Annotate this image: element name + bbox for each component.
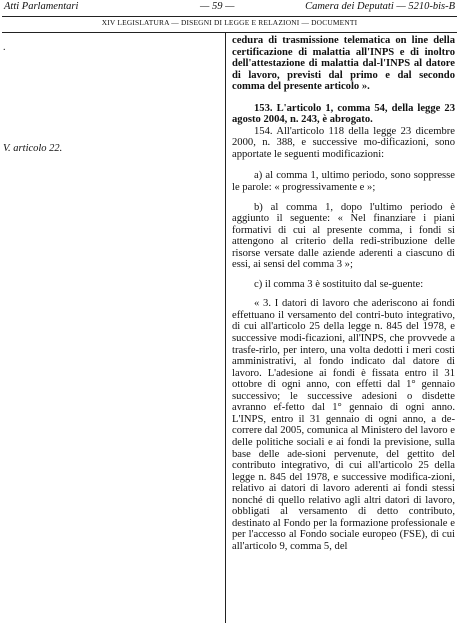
paragraph-quote: « 3. I datori di lavoro che aderiscono ai fondi effettuano il versamento del contri-buto integrativo, di cui all'articolo 25 della legge n. 845 del 1978, e successive modi-ficazioni, all'INPS, che provvede a trasfe-rirlo, per intero, una volta dedotti i meri costi amministrativi, al fondo indicato dal datore di lavoro. L'adesione ai fondi è fissata entro il 31 ottobre di ogni anno, con effetti dal 1° gennaio successivo; le successive adesioni o disdette avranno ef-fetto dal 1° gennaio di ogni anno. L'INPS, entro il 31 gennaio di ogni anno, a de-correre dal 2005, comunica al Ministero del lavoro e delle politiche sociali e ai fondi la previsione, sulla base delle ade-sioni pervenute, del gettito del contributo integrativo, di cui all'articolo 25 della legge n. 845 del 1978, e successive modifica-zioni, relativo ai datori di lavoro aderenti ai fondi stessi nonché di quello relativo agli altri datori di lavoro, obbligati al versamento di detto contributo, destinato al Fondo per la formazione professionale e per l'accesso al Fondo sociale europeo (FSE), di cui all'articolo 9, comma 5, del [232, 298, 455, 552]
page-header [4, 1, 455, 17]
paragraph-154: 154. All'articolo 118 della legge 23 dicembre 2000, n. 388, e successive mo-dificazioni, sono apportate le seguenti modificazioni: [232, 125, 455, 160]
paragraph-b: b) al comma 1, dopo l'ultimo periodo è aggiunto il seguente: « Nel finanziare i piani formativi di cui al presente comma, i fondi si attengono al criterio della redi-stribuzione delle risorse versate dalle aziende aderenti a ciascuno di essi, ai sensi del comma 3 »; [232, 201, 455, 271]
paragraph-intro: cedura di trasmissione telematica on line della certificazione di malattia all'INPS e di inoltro dell'attestazione di malattia dal-l'INPS al datore di lavoro, previsti dal primo e dal secondo comma del presente articolo ». [232, 35, 455, 93]
header-page-number: — 59 — [200, 1, 235, 12]
margin-reference: V. articolo 22. [3, 143, 63, 154]
header-legislature: XIV LEGISLATURA — DISEGNI DI LEGGE E RELAZIONI — DOCUMENTI [101, 18, 358, 27]
column-divider [225, 33, 226, 623]
header-chamber: Camera dei Deputati — 5210-bis-B [305, 1, 455, 12]
header-rule-bottom [2, 32, 457, 33]
paragraph-153: 153. L'articolo 1, comma 54, della legge 23 agosto 2004, n. 243, è abrogato. [232, 102, 455, 126]
header-rule-top [2, 16, 457, 17]
left-column-mark: . [3, 42, 6, 53]
text-column [232, 35, 455, 552]
paragraph-c: c) il comma 3 è sostituito dal se-guente: [254, 278, 424, 290]
paragraph-a: a) al comma 1, ultimo periodo, sono soppresse le parole: « progressivamente e »; [232, 170, 455, 194]
header-publication: Atti Parlamentari [4, 1, 79, 12]
